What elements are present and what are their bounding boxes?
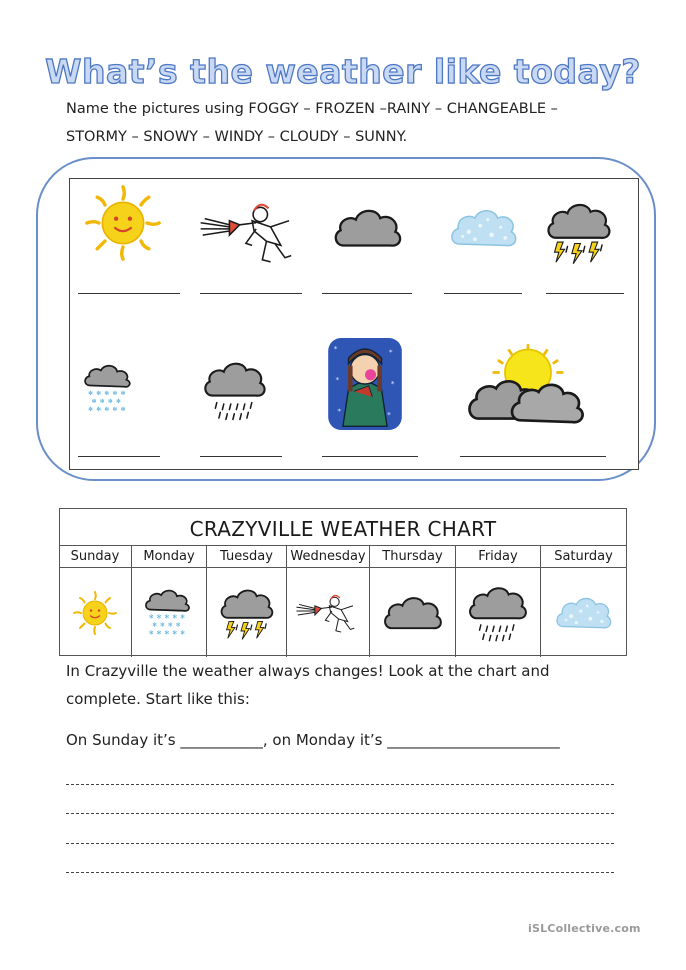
cell-monday [132, 567, 207, 657]
changeable-icon [466, 338, 590, 430]
day-friday: Friday [456, 545, 541, 567]
writing-line-4[interactable] [66, 872, 614, 873]
cell-tuesday [207, 567, 287, 657]
writing-line-3[interactable] [66, 843, 614, 844]
sun-icon [69, 588, 121, 638]
instructions-line-2: STORMY – SNOWY – WINDY – CLOUDY – SUNNY. [66, 129, 408, 145]
rainy-cloud-icon [465, 578, 531, 648]
example-sentence: On Sunday it’s ___________, on Monday it’s _______________________ [66, 731, 560, 749]
answer-blank-3[interactable] [322, 293, 412, 294]
chart-grid [59, 545, 627, 657]
answer-blank-7[interactable] [200, 456, 282, 457]
snowy-cloud-icon [141, 580, 197, 646]
cell-friday [456, 567, 541, 657]
sunny-icon [78, 180, 168, 266]
day-monday: Monday [132, 545, 207, 567]
day-wednesday: Wednesday [287, 545, 370, 567]
day-sunday: Sunday [59, 545, 132, 567]
stormy-cloud-icon [217, 583, 277, 643]
page-title: What’s the weather like today? [45, 52, 641, 91]
writing-line-2[interactable] [66, 813, 614, 814]
instructions-line-1: Name the pictures using FOGGY – FROZEN –RAINY – CHANGEABLE – [66, 101, 558, 117]
snowy-icon [80, 352, 138, 426]
answer-blank-9[interactable] [460, 456, 606, 457]
cloud-icon [380, 587, 446, 639]
day-saturday: Saturday [541, 545, 627, 567]
stormy-icon [542, 196, 616, 268]
cell-wednesday [287, 567, 370, 657]
foggy-icon [446, 198, 522, 258]
windy-icon [198, 196, 302, 268]
answer-blank-4[interactable] [444, 293, 522, 294]
cell-saturday [541, 567, 627, 657]
paragraph-line-1: In Crazyville the weather always changes! Look at the chart and [66, 662, 550, 680]
answer-blank-2[interactable] [200, 293, 302, 294]
answer-blank-6[interactable] [78, 456, 160, 457]
answer-blank-1[interactable] [78, 293, 180, 294]
chart-title: CRAZYVILLE WEATHER CHART [189, 517, 497, 541]
answer-blank-5[interactable] [546, 293, 624, 294]
site-watermark: iSLCollective.com [528, 922, 641, 935]
weather-chart [59, 508, 627, 656]
rainy-icon [200, 352, 270, 428]
cell-sunday [59, 567, 132, 657]
writing-line-1[interactable] [66, 784, 614, 785]
cell-thursday [370, 567, 456, 657]
frozen-icon [328, 338, 402, 430]
day-thursday: Thursday [370, 545, 456, 567]
foggy-icon [552, 588, 616, 638]
answer-blank-8[interactable] [322, 456, 418, 457]
paragraph-line-2: complete. Start like this: [66, 690, 250, 708]
windy-icon [295, 590, 361, 636]
cloudy-icon [330, 198, 406, 258]
day-tuesday: Tuesday [207, 545, 287, 567]
